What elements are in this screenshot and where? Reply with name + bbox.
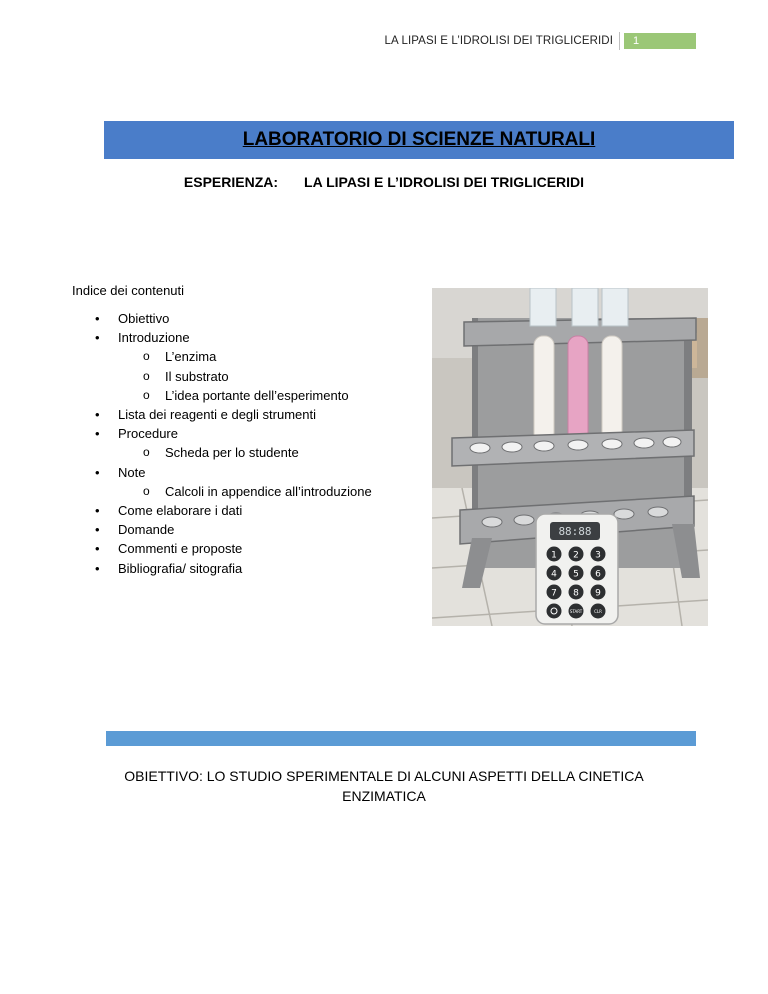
header-divider <box>619 32 620 50</box>
experience-title: LA LIPASI E L’IDROLISI DEI TRIGLICERIDI <box>304 174 585 190</box>
toc-subitem: o L’enzima <box>0 347 430 366</box>
section-divider-bar <box>106 731 696 746</box>
objective-block <box>0 766 768 806</box>
page-number: 1 <box>624 33 696 49</box>
keypad-key-label: CLR <box>594 609 602 614</box>
running-title: LA LIPASI E L’IDROLISI DEI TRIGLICERIDI <box>384 35 613 47</box>
toc-item: • Domande <box>0 520 430 539</box>
toc-list <box>0 309 430 578</box>
lab-photo <box>432 288 708 626</box>
running-header <box>385 32 696 50</box>
timer-display: 88:88 <box>558 525 592 538</box>
keypad-key <box>547 604 562 619</box>
keypad-key-label: 2 <box>573 550 579 561</box>
toc-item: • Bibliografia/ sitografia <box>0 559 430 578</box>
section-banner <box>104 121 734 159</box>
keypad-key-label: 9 <box>595 588 601 599</box>
keypad-key-label: 4 <box>551 569 557 580</box>
objective-line-2: ENZIMATICA <box>342 788 426 804</box>
toc-item: • Come elaborare i dati <box>0 501 430 520</box>
keypad-key-label: START <box>569 609 583 614</box>
keypad-key-label: 3 <box>595 550 601 561</box>
experience-label: ESPERIENZA: <box>183 174 279 190</box>
keypad-key-label: 6 <box>595 569 601 580</box>
experience-line <box>0 174 768 190</box>
banner-title: LABORATORIO DI SCIENZE NATURALI <box>242 129 596 150</box>
toc-item: • Obiettivo <box>0 309 430 328</box>
toc-item: • Procedure <box>0 424 430 443</box>
keypad-key-label: 7 <box>551 588 557 599</box>
toc-subitem: o Il substrato <box>0 367 430 386</box>
toc-item: • Note <box>0 463 430 482</box>
toc-subitem: o Calcoli in appendice all’introduzione <box>0 482 430 501</box>
objective-line-1: OBIETTIVO: LO STUDIO SPERIMENTALE DI ALCUNI ASPETTI DELLA CINETICA <box>124 768 644 784</box>
keypad-key-label: 5 <box>573 569 579 580</box>
toc-heading: Indice dei contenuti <box>72 283 185 298</box>
toc-subitem: o Scheda per lo studente <box>0 443 430 462</box>
keypad-key-label: 1 <box>551 550 557 561</box>
toc-item: • Commenti e proposte <box>0 539 430 558</box>
toc-subitem: o L’idea portante dell’esperimento <box>0 386 430 405</box>
keypad-key-label: 8 <box>573 588 579 599</box>
toc-item: • Introduzione <box>0 328 430 347</box>
toc-item: • Lista dei reagenti e degli strumenti <box>0 405 430 424</box>
